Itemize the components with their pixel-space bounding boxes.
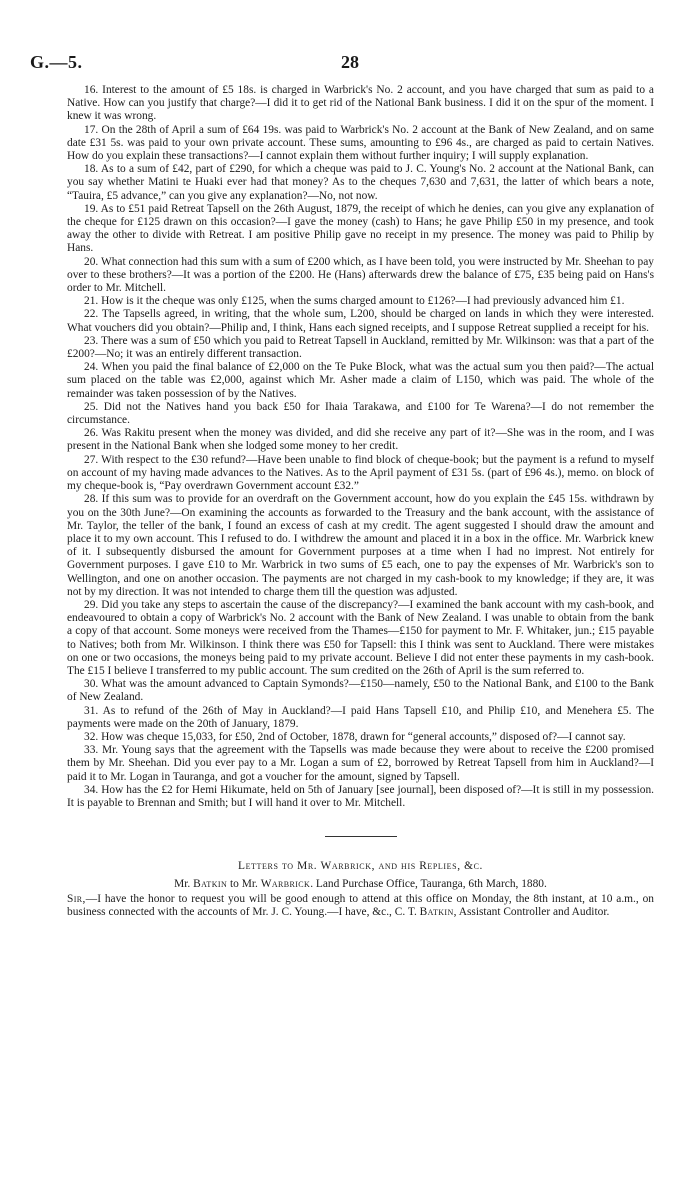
document-body bbox=[67, 84, 654, 920]
letter-to-phrase: to Mr. bbox=[227, 878, 261, 891]
question-30: 30. What was the amount advanced to Captain Symonds?—£150—namely, £50 to the National Bank, and £100 to the Bank of New Zealand. bbox=[67, 678, 654, 704]
letter-to-name: Warbrick bbox=[260, 878, 311, 891]
letter-heading bbox=[67, 877, 654, 891]
page-header bbox=[30, 52, 670, 76]
question-21: 21. How is it the cheque was only £125, when the sums charged amount to £126?—I had previously advanced him £1. bbox=[84, 295, 625, 308]
question-27: 27. With respect to the £30 refund?—Have been unable to find block of cheque-book; but the payment is a refund to myself on account of my having made advances to the Natives. As to the April payment of £31 5s. (part of £96 4s.), memo. on block of my cheque-book is, “Pay overdrawn Government account £32.” bbox=[67, 453, 654, 493]
letter-text: —I have the honor to request you will be good enough to attend at this office on Monday, the 8th instant, at 10 a.m., on business connected with the accounts of Mr. J. C. Young.—I have, &c., C. T. bbox=[67, 893, 654, 919]
question-34: 34. How has the £2 for Hemi Hikumate, held on 5th of January [see journal], been disposed of?—It is still in my possession. It is payable to Brennan and Smith; but I will hand it over to Mr. Mitchell. bbox=[67, 783, 654, 809]
question-31: 31. As to refund of the 26th of May in Auckland?—I paid Hans Tapsell £10, and Philip £10, and Menehera £5. The payments were made on the 20th of January, 1879. bbox=[67, 704, 654, 730]
question-19: 19. As to £51 paid Retreat Tapsell on the 26th August, 1879, the receipt of which he denies, can you give any explanation of the cheque for £125 drawn on this occasion?—I gave the money (cash) to Hans; he gave Philip £50 in my presence, and took away the other to divide with Retreat. I am positive Philip gave no receipt in my presence. The money was paid to Philip by Hans. bbox=[67, 202, 654, 255]
question-17: 17. On the 28th of April a sum of £64 19s. was paid to Warbrick's No. 2 account at the Bank of New Zealand, and on same date £31 5s. was paid to your own private account. These sums, amounting to £96 4s., are charged as paid to certain Natives. How do you explain these transactions?—I cannot explain them without further inquiry; I will supply explanation. bbox=[67, 123, 654, 163]
question-29: 29. Did you take any steps to ascertain the cause of the discrepancy?—I examined the bank account with my cash-book, and endeavoured to obtain a copy of Warbrick's No. 2 account with the Bank of New Zealand. I was unable to obtain from the bank a copy of that account. Some moneys were received from the Thames—£150 for payment to Mr. F. Whitaker, jun.; £15 payable to Natives; both from Mr. Wilkinson. I think there was £50 for Tapsell: this I think was sent to Auckland. There were mistakes on one or two occasions, the moneys being paid to my private account. Believe I did not enter these payments in my cash-book. The £15 I believe I transferred to my public account. The sum credited on the 26th of April is the sum referred to. bbox=[67, 598, 654, 677]
question-25: 25. Did not the Natives hand you back £50 for Ihaia Tarakawa, and £100 for Te Warena?—I do not remember the circumstance. bbox=[67, 400, 654, 427]
question-24: 24. When you paid the final balance of £2,000 on the Te Puke Block, what was the actual sum you then paid?—The actual sum placed on the table was £2,000, against which Mr. Asher made a claim of L150, which was paid. The whole of the remainder was taken possession of by the Natives. bbox=[67, 361, 654, 400]
letter-signature-title: , Assistant Controller and Auditor. bbox=[453, 906, 610, 919]
letter-signature-name: Batkin bbox=[419, 906, 454, 919]
question-22: 22. The Tapsells agreed, in writing, that the whole sum, L200, should be charged on lands in which they were interested. What vouchers did you obtain?—Philip and, I think, Hans each signed receipts, and I suppose Retreat supplied a receipt for his. bbox=[67, 308, 654, 334]
question-26: 26. Was Rakitu present when the money was divided, and did she receive any part of it?—She was in the room, and I was present in the National Bank when she lodged some money to her credit. bbox=[67, 427, 654, 453]
question-28: 28. If this sum was to provide for an overdraft on the Government account, how do you explain the £45 15s. withdrawn by you on the 30th June?—On examining the accounts as forwarded to the Treasury and the bank account, with the assistance of Mr. Taylor, the teller of the bank, I found an excess of cash at my credit. The agent suggested I should draw the amount and place it to my own account. This I refused to do. I withdrew the amount and placed it in a box in the office. Mr. Warbrick knew of it. I subsequently disbursed the amount for Government purposes at a time when I had no imprest. Not entirely for Government purposes. I gave £10 to Mr. Warbrick in two sums of £5 each, one to pay the expenses of Mr. Warbrick's son to Wellington, and one on another occasion. The payments are not charged in my cash-book to my knowledge; if they are, it was not by my direction. It was not intended to charge them till the question was adjusted. bbox=[67, 493, 654, 598]
question-23: 23. There was a sum of £50 which you paid to Retreat Tapsell in Auckland, remitted by Mr. Wilkinson: was that a part of the £200?—No; it was an entirely different transaction. bbox=[67, 334, 654, 361]
letter-place-date: . Land Purchase Office, Tauranga, 6th March, 1880. bbox=[310, 878, 547, 891]
letter-salutation: Sir, bbox=[67, 893, 86, 906]
question-16: 16. Interest to the amount of £5 18s. is charged in Warbrick's No. 2 account, and you have charged that sum as paid to a Native. How can you justify that charge?—I did it to get rid of the National Bank business. I did it on the spur of the moment. I knew it was wrong. bbox=[67, 84, 654, 123]
document-reference: G.—5. bbox=[30, 52, 83, 72]
page-number: 28 bbox=[341, 52, 359, 72]
question-18: 18. As to a sum of £42, part of £290, for which a cheque was paid to J. C. Young's No. 2 account at the National Bank, can you say whether Matini te Huaki ever had that money? As to the cheques 7,630 and 7,631, the latter of which bears a note, “Tauira, £5 advance,” can you give any explanation?—No, not now. bbox=[67, 163, 654, 202]
section-divider bbox=[325, 836, 397, 837]
letter-from-prefix: Mr. bbox=[174, 878, 194, 891]
letter-body bbox=[67, 893, 654, 919]
question-20: 20. What connection had this sum with a sum of £200 which, as I have been told, you were instructed by Mr. Sheehan to pay over to these brothers?—It was a portion of the £200. He (Hans) afterwards drew the balance of £75, £35 being paid on Hans's order to Mr. Mitchell. bbox=[67, 255, 654, 295]
question-33: 33. Mr. Young says that the agreement with the Tapsells was made because they were about to receive the £200 promised them by Mr. Sheehan. Did you ever pay to a Mr. Logan a sum of £2, borrowed by Retreat Tapsell from him in Auckland?—I paid it to Mr. Logan in Tauranga, and got a voucher for the amount, signed by Tapsell. bbox=[67, 744, 654, 783]
question-32: 32. How was cheque 15,033, for £50, 2nd of October, 1878, drawn for “general accounts,” disposed of?—I cannot say. bbox=[84, 730, 626, 743]
section-heading: Letters to Mr. Warbrick, and his Replies, &c. bbox=[238, 860, 483, 873]
letter-from-name: Batkin bbox=[193, 878, 228, 891]
